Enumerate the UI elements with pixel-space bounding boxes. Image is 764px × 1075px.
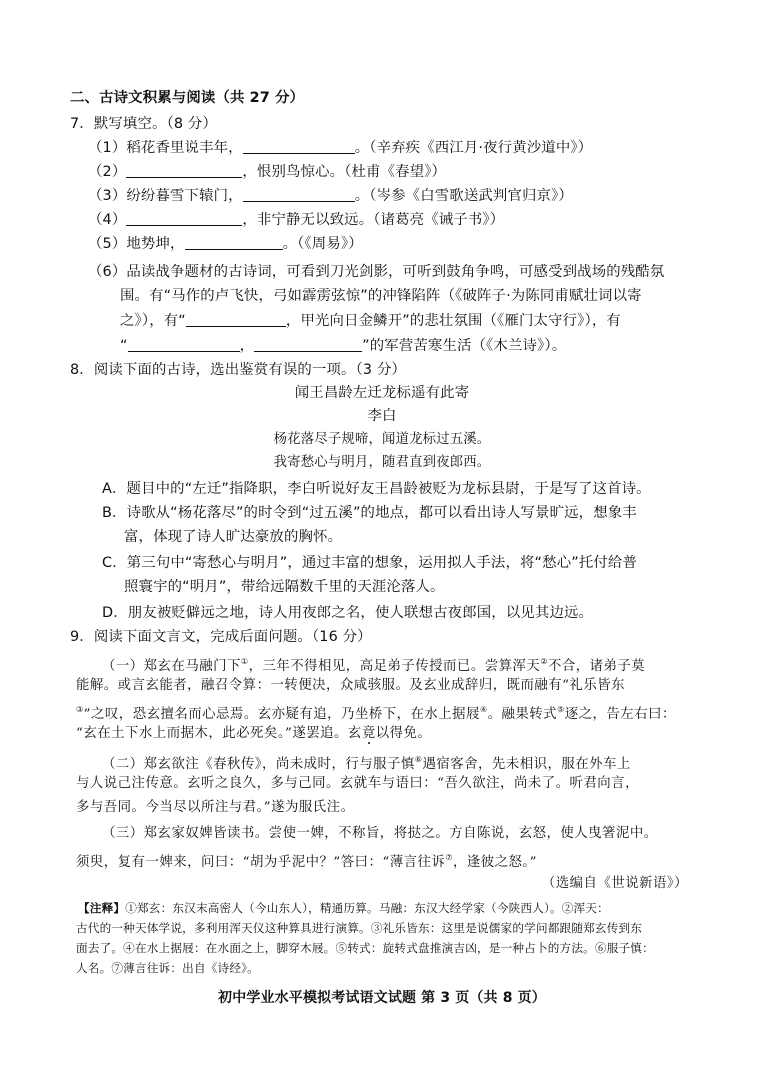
q7-item-4-number: （4）	[88, 212, 127, 228]
q7-item-6-line-4	[120, 336, 566, 356]
q7-item-6-comma: ，	[239, 338, 255, 354]
passage-text: ，三年不得相见，高足弟子传授而已。尝算浑天	[248, 659, 541, 674]
passage-text: （一）郑玄在马融门下	[102, 659, 241, 674]
q8-option-c-line-2: 照寰宇的“明月”，带给远隔数千里的天涯沦落人。	[124, 579, 445, 595]
footnote-marker: ⑤	[557, 705, 565, 714]
q7-item-4	[88, 210, 504, 230]
annotation-line-1	[78, 900, 609, 916]
passage-text: 逐之，告左右曰：	[564, 707, 676, 722]
q7-item-3-source: 。（岑参《白雪歌送武判官归京》）	[354, 188, 573, 204]
q8-option-d: D．朋友被贬僻远之地，诗人用夜郎之名，使人联想古夜郎国，以见其边远。	[102, 605, 594, 621]
q7-item-6-line-3	[120, 311, 621, 331]
q7-item-1-source: 。（辛弃疾《西江月·夜行黄沙道中》）	[354, 140, 593, 156]
passage-source: （选编自《世说新语》）	[541, 876, 688, 891]
passage-text: 以得免。	[375, 726, 432, 741]
q7-item-6-text-a: 之》），有“	[120, 313, 186, 329]
q7-item-6-text-b: ，甲光向日金鳞开”的悲壮氛围（《雁门太守行》），有	[285, 313, 621, 329]
q8-option-b-line-2: 富，体现了诗人旷达豪放的胸怀。	[124, 529, 343, 545]
section-title: 二、古诗文积累与阅读（共 27 分）	[70, 90, 305, 106]
footnote-marker: ③	[76, 705, 84, 714]
annotation-line-2: 古代的一种天体学说，多利用浑天仪这种算具进行演算。③礼乐皆东：这里是说儒家的学问都跟随郑玄传到东	[76, 921, 643, 935]
q7-item-2-source: ，恨别鸟惊心。（杜甫《春望》）	[242, 164, 447, 180]
passage-text: ，逢彼之怒。”	[452, 855, 537, 870]
answer-blank[interactable]	[243, 139, 355, 154]
q7-item-6-line-1: （6）品读战争题材的古诗词，可看到刀光剑影，可听到鼓角争鸣，可感受到战场的残酷氛	[88, 264, 665, 280]
passage-text: “玄在土下水上而据木，此必死矣。”遂罢追。玄	[76, 726, 362, 741]
passage-2-line-1	[102, 750, 631, 775]
q8-option-a: A．题目中的“左迁”指降职，李白听说好友王昌龄被贬为龙标县尉，于是写了这首诗。	[102, 481, 651, 497]
q7-item-3	[88, 186, 573, 206]
q7-item-6-line-2: 围。有“马作的卢飞快，弓如霹雳弦惊”的冲锋陷阵（《破阵子·为陈同甫赋壮词以寄	[120, 288, 642, 304]
q8-heading: 8．阅读下面的古诗，选出鉴赏有误的一项。（3 分）	[70, 362, 407, 378]
answer-blank[interactable]	[243, 187, 355, 202]
q7-item-4-source: ，非宁静无以致远。（诸葛亮《诫子书》）	[242, 212, 505, 228]
passage-3-line-2	[76, 848, 537, 873]
poem-line-1: 杨花落尽子规啼，闻道龙标过五溪。	[273, 432, 491, 447]
q7-item-1	[88, 138, 592, 158]
footnote-marker: ⑥	[414, 755, 423, 764]
passage-1-line-4	[76, 724, 431, 744]
passage-text: 须臾，复有一婢来，问曰：“胡为乎泥中？”答曰：“薄言往诉	[76, 855, 446, 870]
footnote-marker: ①	[240, 657, 249, 666]
emphasized-character: 竟	[361, 726, 376, 741]
q7-item-1-prompt: （1）稻花香里说丰年，	[88, 140, 243, 156]
answer-blank[interactable]	[128, 337, 240, 352]
passage-text: 遇宿客舍，先未相识，服在外车上	[422, 757, 631, 772]
q7-item-6-text-c: ”的军营苦寒生活（《木兰诗》）。	[362, 338, 567, 354]
poem-line-2: 我寄愁心与明月，随君直到夜郎西。	[273, 455, 491, 470]
answer-blank[interactable]	[254, 337, 362, 352]
answer-blank[interactable]	[186, 312, 286, 327]
passage-2-line-2: 与人说己注传意。玄听之良久，多与己同。玄就车与语曰：“吾久欲注，尚未了。听君向言，	[76, 776, 639, 791]
q7-item-5-prompt: （5）地势坤，	[88, 236, 185, 252]
passage-text: ”之叹，恐玄擅名而心忌焉。玄亦疑有追，乃坐桥下，在水上据屐	[83, 707, 480, 722]
passage-1-line-2: 能解。或言玄能者，融召令算：一转便决，众咸骇服。及玄业成辞归，既而融有“礼乐皆东	[76, 678, 626, 693]
q9-heading: 9．阅读下面文言文，完成后面问题。（16 分）	[70, 629, 372, 645]
passage-2-line-3: 多与吾同。今当尽以所注与君。”遂为服氏注。	[76, 800, 355, 815]
passage-1-line-1	[102, 652, 645, 677]
q7-item-6-quote-open: “	[120, 338, 128, 354]
poem-author: 李白	[367, 408, 397, 424]
annotation-line-3: 面去了。④在水上据屐：在水面之上，脚穿木屐。⑤转式：旋转式盘推演吉凶，是一种占卜的方法。⑥服子慎：	[76, 941, 654, 955]
q7-item-2	[88, 162, 446, 182]
q7-item-5-source: 。（《周易》）	[282, 236, 363, 252]
passage-text: 不合，诸弟子莫	[547, 659, 646, 674]
q7-item-2-number: （2）	[88, 164, 127, 180]
poem-title: 闻王昌龄左迁龙标遥有此寄	[294, 385, 470, 401]
q7-item-3-prompt: （3）纷纷暮雪下辕门，	[88, 188, 243, 204]
passage-text: 。融果转式	[487, 707, 558, 722]
annotation-line-4: 人名。⑦薄言往诉：出自《诗经》。	[76, 961, 259, 975]
passage-1-line-3	[76, 700, 676, 725]
q7-item-5	[88, 234, 363, 254]
answer-blank[interactable]	[126, 163, 242, 178]
annotation-text: ①郑玄：东汉末高密人（今山东人），精通历算。马融：东汉大经学家（今陕西人）。②浑天：	[125, 901, 609, 915]
annotation-label: 【注释】	[78, 901, 126, 915]
footnote-marker: ②	[540, 657, 548, 666]
answer-blank[interactable]	[185, 235, 283, 250]
q8-option-c-line-1: C．第三句中“寄愁心与明月”，通过丰富的想象，运用拟人手法，将“愁心”托付给普	[102, 555, 638, 571]
q7-heading: 7．默写填空。（8 分）	[70, 116, 218, 132]
answer-blank[interactable]	[126, 211, 242, 226]
page-footer: 初中学业水平模拟考试语文试题 第 3 页（共 8 页）	[218, 990, 546, 1006]
footnote-marker: ⑦	[445, 853, 453, 862]
passage-text: （二）郑玄欲注《春秋传》，尚未成时，行与服子慎	[102, 757, 415, 772]
passage-3-line-1: （三）郑玄家奴婢皆读书。尝使一婢，不称旨，将挞之。方自陈说，玄怒，使人曳箸泥中。	[102, 826, 658, 841]
q8-option-b-line-1: B．诗歌从“杨花落尽”的时令到“过五溪”的地点，都可以看出诗人写景旷远，想象丰	[102, 505, 637, 521]
footnote-marker: ④	[479, 705, 488, 714]
